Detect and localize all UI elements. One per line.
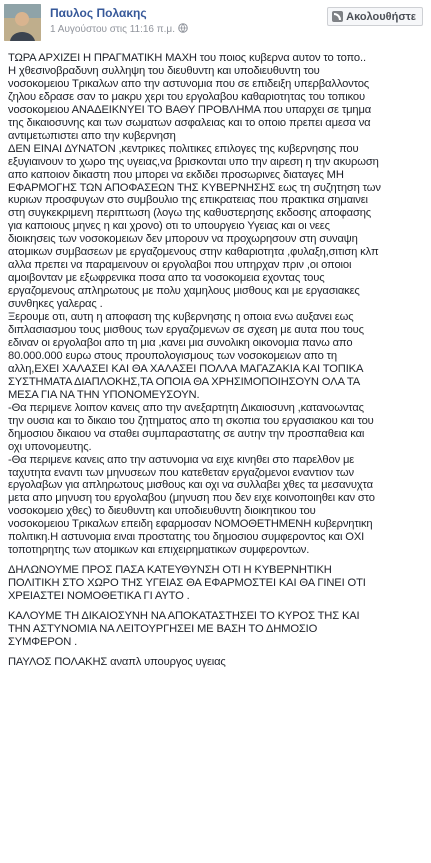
follow-label: Ακολουθήστε <box>346 10 416 23</box>
post-paragraph-2: Ξερουμε οτι, αυτη η αποφαση της κυβερνησης η οποια ενω αυξανει εως διπλασιασμου τους μισθους των εργαζομενων σε σχεση με αυτα που τους εδιναν οι εργολαβοι απο τη μια ,κανει μια συνολικη οικονομια πανω απο 80.000.000 ευρω στους προυπολογισμους των νοσοκομειων απο τη αλλη,ΕΧΕΙ ΧΑΛΑΣΕΙ ΚΑΙ ΘΑ ΧΑΛΑΣΕΙ ΠΟΛΛΑ ΜΑΓΑΖΑΚΙΑ ΚΑΙ ΤΟΠΙΚΑ ΣΥΣΤΗΜΑΤΑ ΔΙΑΠΛΟΚΗΣ,ΤΑ ΟΠΟΙΑ ΘΑ ΧΡΗΣΙΜΟΠΟΙΗΣΟΥΝ ΟΛΑ ΤΑ ΜΕΣΑ ΓΙΑ ΝΑ ΤΗΝ ΥΠΟΝΟΜΕΥΣΟΥΝ. -Θα περιμενε λοιπον κανεις απο την ανεξαρτητη Δικαιοσυνη ,κατανοωντας την ουσια και το δικαιο του ζητηματος απο τη σκοπια του εργασιακου και του δημοσιου δικαιου να σταθει συμπαραστατης σε αυτην την προσπαθεια και οχι υπονομευτης. -Θα περιμενε κανεις απο την αστυνομια να ειχε κινηθει στο παρελθον με ταχυτητα εναντι των μηνυσεων που κατεθεταν εργαζομενοι εναντιον των εργολαβων για απληρωτους μισθους και οχι να συλλαβει χθες τα μεσανυχτα μετα απο μηνυση του εργολαβου (μηνυση που δεν ειχε κοινοποιηθει καν στο νοσοκομειο χθες) το διευθυντη και υποδιευθυντη διοικητικου του νοσοκομειου Τρικαλων επειδη εφαρμοσαν ΝΟΜΟΘΕΤΗΜΕΝΗ κυβερνητικη πολιτικη.Η αστυνομια ειναι προστατης του δημοσιου συμφεροντος και ΟΧΙ τοποτηρητης των ατομικων και επιχειρηματικων συμφεροντων. <box>8 311 375 557</box>
post-paragraph-4: ΚΑΛΟΥΜΕ ΤΗ ΔΙΚΑΙΟΣΥΝΗ ΝΑ ΑΠΟΚΑΤΑΣΤΗΣΕΙ ΤΟ ΚΥΡΟΣ ΤΗΣ ΚΑΙ ΤΗΝ ΑΣΤΥΝΟΜΙΑ ΝΑ ΛΕΙΤΟΥΡΓΗΣΕΙ ΜΕ ΒΑΣΗ ΤΟ ΔΗΜΟΣΙΟ ΣΥΜΦΕΡΟΝ . <box>8 610 360 648</box>
post-body <box>8 52 425 669</box>
post-date[interactable]: 1 Αυγούστου στις 11:16 π.μ. <box>50 24 175 35</box>
post-meta <box>50 23 188 36</box>
rss-icon <box>332 11 343 22</box>
follow-button[interactable] <box>327 7 423 26</box>
post-signature: ΠΑΥΛΟΣ ΠΟΛΑΚΗΣ αναπλ υπουργος υγειας <box>8 655 226 668</box>
post-paragraph-1: ΤΩΡΑ ΑΡΧΙΖΕΙ Η ΠΡΑΓΜΑΤΙΚΗ ΜΑΧΗ του ποιος κυβερνα αυτον το τοπο.. Η χθεσινοβραδυνη συλληψη του διευθυντη και υποδιευθυντη του νοσοκομειου Τρικαλων απο την αστυνομια που σε επιδειξη υπερβαλλοντος ζηλου εδρασε σαν το μακρυ χερι του εργολαβου καθαριοτητας του τοπικου νοσοκομειου ΑΝΑΔΕΙΚΝΥΕΙ ΤΟ ΒΑΘΥ ΠΡΟΒΛΗΜΑ που υπαρχει σε τμημα της δικαιοσυνης και των σωματων ασφαλειας και το οποιο πρεπει αμεσα να αντιμετωπιστει απο την κυβερνηση ΔΕΝ ΕΙΝΑΙ ΔΥΝΑΤΟΝ ,κεντρικες πολιτικες επιλογες της κυβερνησης που εξυγιαινουν το χωρο της υγειας,να βρισκονται υπο την αιρεση η την ακυρωση απο καποιον δικαστη που μπορει να εκδιδει προσωρινες διαταγες ΜΗ ΕΦΑΡΜΟΓΗΣ ΤΩΝ ΑΠΟΦΑΣΕΩΝ ΤΗΣ ΚΥΒΕΡΝΗΣΗΣ εως τη συζητηση των κυριων προσφυγων στο συμβουλιο της επικρατειας που πρακτικα σημαινει στη συγκεκριμενη περιπτωση (λογω της καθυστερησης εκδοσης αποφασης για καποιους μηνες η και χρονο) οτι το υπουργειο Υγειας και οι νεες διοικησεις των νοσοκομειων δεν μπορουν να προχωρησουν στη συναψη ατομικων συμβασεων με εργαζομενους στην καθαριοτητα ,φυλαξη,σιτιση κλπ αλλα πρεπει να παραμεινουν οι εργολαβοι που υπηρχαν πριν ,οι οποιοι αμοιβονταν με εξωφρενικα ποσα απο τα νοσοκομεια εχοντας τους εργαζομενους απληρωτους με πολυ χαμηλους μισθους και με εργασιακες συνθηκες γαλερας . <box>8 52 381 311</box>
author-name[interactable]: Παυλος Πολακης <box>50 6 147 20</box>
post-header <box>0 0 431 46</box>
globe-icon <box>178 23 188 36</box>
post-paragraph-3: ΔΗΛΩΝΟΥΜΕ ΠΡΟΣ ΠΑΣΑ ΚΑΤΕΥΘΥΝΣΗ ΟΤΙ Η ΚΥΒΕΡΝΗΤΙΚΗ ΠΟΛΙΤΙΚΗ ΣΤΟ ΧΩΡΟ ΤΗΣ ΥΓΕΙΑΣ ΘΑ ΕΦΑΡΜΟΣΤΕΙ ΚΑΙ ΘΑ ΓΙΝΕΙ ΟΤΙ ΧΡΕΙΑΣΤΕΙ ΝΟΜΟΘΕΤΙΚΑ ΓΙ ΑΥΤΟ . <box>8 564 366 603</box>
profile-avatar[interactable] <box>4 4 41 41</box>
